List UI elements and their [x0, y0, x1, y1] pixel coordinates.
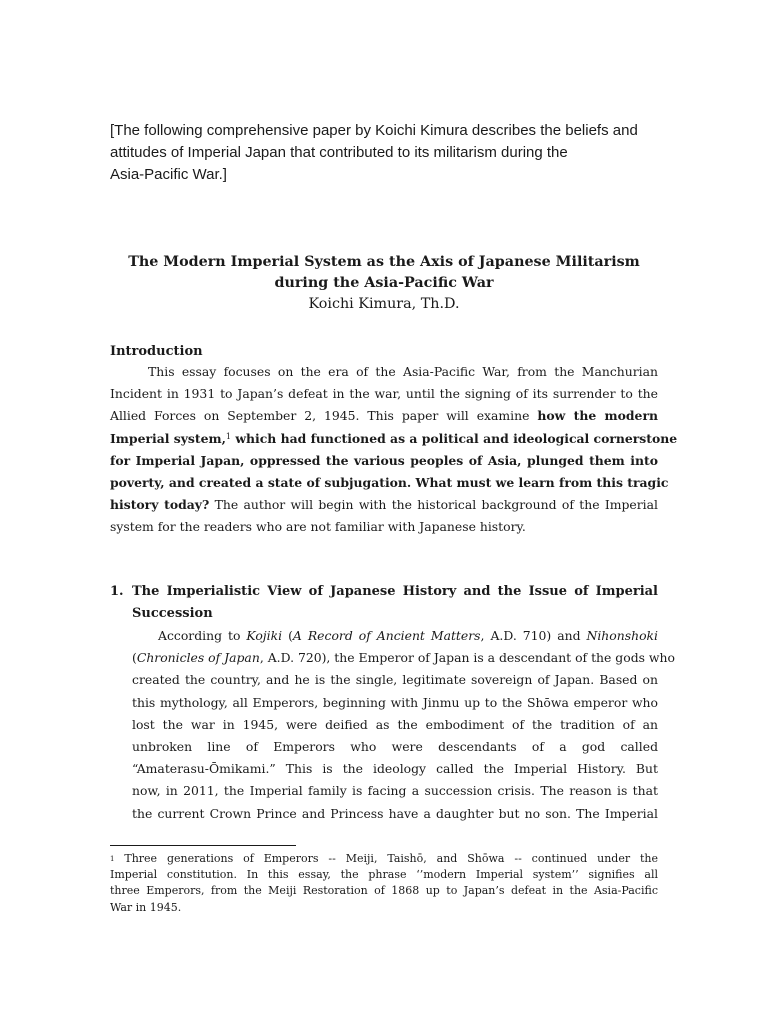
text-line — [110, 428, 678, 450]
footnote-line: Imperial constitution. In this essay, the phrase ‘’modern Imperial system’’ signifies all — [110, 868, 658, 882]
text-line — [132, 625, 658, 647]
emphasis-run: Imperial system, — [110, 430, 226, 446]
text-line — [110, 494, 658, 516]
text-run: Three generations of Emperors -- Meiji, Taishō, and Shōwa -- continued under the — [114, 852, 658, 865]
emphasis-run: history today? — [110, 497, 210, 513]
footnote-line — [110, 851, 658, 867]
introduction-paragraph — [110, 361, 678, 539]
text-run: , A.D. 710) and — [480, 628, 587, 643]
text-line — [110, 450, 658, 472]
text-line: system for the readers who are not familiar with Japanese history. — [110, 519, 526, 535]
italic-run: Kojiki — [246, 628, 283, 643]
paper-title-line-1: The Modern Imperial System as the Axis of Japanese Militarism — [128, 254, 640, 270]
section-heading-line: The Imperialistic View of Japanese History and the Issue of Imperial — [132, 584, 658, 599]
emphasis-run: poverty, and created a state of subjugation. What must we learn from this tragic — [110, 475, 669, 491]
italic-run: A Record of Ancient Matters — [292, 628, 481, 643]
italic-run: Chronicles of Japan — [136, 650, 260, 666]
text-run: , A.D. 720), the Emperor of Japan is a descendant of the gods who — [259, 650, 675, 666]
footnote-divider — [110, 845, 296, 846]
editor-note-line: attitudes of Imperial Japan that contributed to its militarism during the — [110, 144, 568, 161]
text-line: “Amaterasu-Ōmikami.” This is the ideology called the Imperial History. But — [132, 761, 658, 777]
text-line: unbroken line of Emperors who were descendants of a god called — [132, 739, 658, 755]
author-name: Koichi Kimura, Th.D. — [308, 296, 460, 312]
paper-title-line-2: during the Asia-Pacific War — [274, 275, 494, 291]
footnote-line: three Emperors, from the Meiji Restoration of 1868 up to Japan’s defeat in the Asia-Pacific — [110, 884, 658, 898]
emphasis-run: for Imperial Japan, oppressed the various peoples of Asia, plunged them into — [110, 452, 658, 468]
section-1-paragraph — [132, 625, 675, 825]
emphasis-run: how the modern — [537, 408, 658, 424]
text-line: lost the war in 1945, were deified as the embodiment of the tradition of an — [132, 716, 658, 732]
text-line — [132, 647, 675, 669]
footnote-reference[interactable]: 1 — [225, 431, 232, 441]
editor-note — [110, 120, 670, 186]
section-1-heading — [110, 581, 658, 625]
italic-run: Nihonshoki — [586, 628, 658, 643]
paper-title-block — [110, 252, 658, 315]
text-line: this mythology, all Emperors, beginning with Jinmu up to the Shōwa emperor who — [132, 694, 658, 710]
text-run: The author will begin with the historical background of the Imperial — [209, 497, 658, 513]
text-line — [110, 405, 658, 427]
editor-note-line: Asia-Pacific War.] — [110, 166, 227, 183]
editor-note-line: [The following comprehensive paper by Koichi Kimura describes the beliefs and — [110, 122, 638, 139]
introduction-heading: Introduction — [110, 344, 203, 359]
text-line: created the country, and he is the single, legitimate sovereign of Japan. Based on — [132, 672, 658, 688]
text-line: the current Crown Prince and Princess have a daughter but no son. The Imperial — [132, 805, 658, 821]
text-line: now, in 2011, the Imperial family is facing a succession crisis. The reason is that — [132, 783, 658, 799]
text-run: ( — [132, 650, 137, 666]
section-number: 1. — [110, 584, 124, 599]
text-line: This essay focuses on the era of the Asia-Pacific War, from the Manchurian — [148, 364, 658, 379]
text-run: According to — [158, 628, 247, 643]
text-run: ( — [282, 628, 293, 643]
footnote-line: War in 1945. — [110, 900, 182, 914]
text-line — [110, 472, 669, 494]
text-line: Incident in 1931 to Japan’s defeat in the war, until the signing of its surrender to the — [110, 386, 658, 402]
text-run: Allied Forces on September 2, 1945. This paper will examine — [110, 408, 538, 424]
emphasis-run: which had functioned as a political and ideological cornerstone — [231, 430, 678, 446]
footnote-1 — [110, 851, 658, 916]
section-heading-line: Succession — [132, 606, 213, 621]
footnote-mark: 1 — [110, 855, 115, 863]
